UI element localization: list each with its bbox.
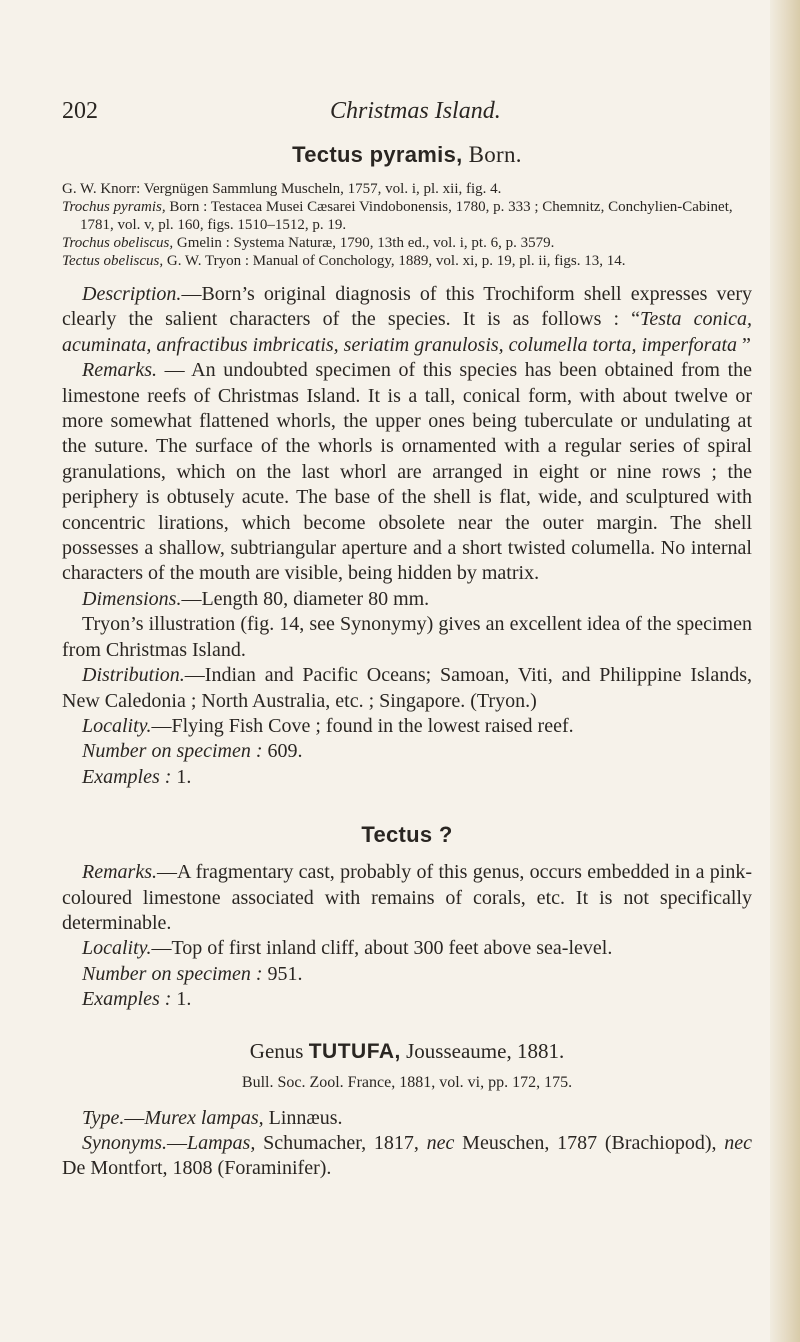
tryon-paragraph — [62, 612, 752, 663]
distribution-label: Distribution. — [82, 664, 185, 687]
running-head — [62, 98, 752, 132]
remarks-label: Remarks. — [82, 359, 157, 382]
remarks-text: —A fragmentary cast, probably of this genus, occurs embedded in a pink-coloured limestone associated with remains of corals, etc. It is not specifically determinable. — [62, 861, 752, 934]
locality-label: Locality. — [82, 714, 152, 737]
tryon-text: Tryon’s illustration (fig. 14, see Synonymy) gives an excellent idea of the specimen from Christmas Island. — [62, 613, 752, 661]
examples-label: Examples : — [82, 765, 172, 788]
type-author: Linnæus. — [263, 1106, 343, 1129]
synonymy-name: Tectus obeliscus, — [62, 253, 164, 269]
synonymy-entry — [62, 234, 752, 252]
synonymy-list — [62, 180, 752, 270]
dimensions-line — [62, 587, 752, 612]
locality-line — [62, 714, 752, 739]
locality-label: Locality. — [82, 937, 152, 960]
genus-name: TUTUFA, — [308, 1039, 401, 1063]
locality-line-2 — [62, 936, 752, 961]
species-heading-tectus-pyramis — [62, 142, 752, 168]
examples-value: 1. — [171, 988, 192, 1011]
specimen-number-line — [62, 739, 752, 764]
synonyms-text: Meuschen, 1787 (Brachiopod), — [454, 1131, 725, 1154]
genus-author: Jousseaume, 1881. — [400, 1038, 565, 1063]
synonymy-name: Trochus pyramis, — [62, 199, 166, 215]
remarks-text: — An undoubted specimen of this species has been obtained from the limestone reefs of Christmas Island. It is a tall, conical form, with about twelve or more somewhat flattened whorls, the upper ones being tuberculate or undulating at the suture. The surface of the whorls is ornamented with a regular series of spiral granulations, which on the last whorl are arranged in eight or nine rows ; the periphery is obtusely acute. The base of the shell is flat, wide, and sculptured with concentric lirations, which become obsolete near the outer margin. The shell possesses a shallow, subtriangular aperture and a short twisted columella. No internal characters of the mouth are visible, being hidden by matrix. — [62, 359, 752, 585]
synonymy-text: G. W. Knorr: Vergnügen Sammlung Muscheln, 1757, vol. i, pl. xii, fig. 4. — [62, 181, 502, 197]
genus-prefix: Genus — [249, 1038, 309, 1063]
page-edge-shadow — [770, 0, 800, 1342]
running-title: Christmas Island. — [330, 98, 501, 124]
synonyms-paragraph — [62, 1131, 752, 1182]
locality-text: —Flying Fish Cove ; found in the lowest raised reef. — [151, 714, 574, 737]
synonyms-dash: — — [166, 1131, 187, 1154]
type-line — [62, 1106, 752, 1131]
genus-reference: Bull. Soc. Zool. France, 1881, vol. vi, pp. 172, 175. — [241, 1073, 573, 1091]
type-label: Type. — [82, 1106, 125, 1129]
species-heading-tectus-query: Tectus ? — [361, 822, 453, 848]
species-heading-name: Tectus pyramis, — [292, 142, 463, 167]
species-heading-author: Born. — [462, 142, 522, 167]
examples-line-2 — [62, 987, 752, 1012]
synonymy-entry — [62, 198, 752, 234]
synonymy-text: Born : Testacea Musei Cæsarei Vindobonensis, 1780, p. 333 ; Chemnitz, Conchylien-Cabinet, 1781, vol. v, pl. 160, figs. 1510–1512, p. 19. — [80, 199, 733, 233]
dimensions-text: —Length 80, diameter 80 mm. — [181, 587, 430, 610]
remarks-paragraph-2 — [62, 860, 752, 936]
remarks-paragraph — [62, 358, 752, 587]
synonymy-text: G. W. Tryon : Manual of Conchology, 1889, vol. xi, p. 19, pl. ii, figs. 13, 14. — [163, 253, 626, 269]
examples-label: Examples : — [82, 988, 172, 1011]
synonyms-name: Lampas, — [186, 1131, 256, 1154]
specimen-number-value: 951. — [262, 962, 303, 985]
synonyms-label: Synonyms. — [82, 1131, 167, 1154]
book-page — [62, 98, 752, 1182]
synonymy-name: Trochus obeliscus, — [62, 235, 174, 251]
examples-line — [62, 765, 752, 790]
page-number: 202 — [62, 98, 98, 124]
specimen-number-label: Number on specimen : — [82, 740, 263, 763]
genus-heading — [62, 1039, 752, 1064]
locality-text: —Top of first inland cliff, about 300 feet above sea-level. — [151, 937, 613, 960]
type-dash: — — [124, 1106, 145, 1129]
synonymy-entry — [62, 180, 752, 198]
description-end: ” — [737, 333, 751, 356]
synonymy-text: Gmelin : Systema Naturæ, 1790, 13th ed., vol. i, pt. 6, p. 3579. — [173, 235, 555, 251]
synonyms-nec: nec — [724, 1131, 752, 1154]
examples-value: 1. — [171, 765, 192, 788]
specimen-number-label: Number on specimen : — [82, 962, 263, 985]
distribution-paragraph — [62, 663, 752, 714]
synonyms-nec: nec — [426, 1131, 455, 1154]
specimen-number-line-2 — [62, 962, 752, 987]
description-text: —Born’s original diagnosis of this Trochiform shell expresses very clearly the salient characters of the species. It is as follows : “ — [62, 283, 752, 331]
synonyms-text: Schumacher, 1817, — [255, 1131, 427, 1154]
synonyms-text: De Montfort, 1808 (Foraminifer). — [62, 1157, 332, 1180]
synonymy-entry — [62, 252, 752, 270]
description-paragraph — [62, 282, 752, 358]
remarks-label: Remarks. — [82, 861, 157, 884]
specimen-number-value: 609. — [262, 740, 303, 763]
type-name: Murex lampas, — [144, 1106, 264, 1129]
description-label: Description. — [82, 283, 182, 305]
distribution-text: —Indian and Pacific Oceans; Samoan, Viti, and Philippine Islands, New Caledonia ; North Australia, etc. ; Singapore. (Tryon.) — [62, 664, 752, 712]
dimensions-label: Dimensions. — [82, 587, 182, 610]
description-latin: Testa conica, acuminata, anfractibus imbricatis, seriatim granulosis, columella torta, imperforata — [62, 308, 752, 356]
